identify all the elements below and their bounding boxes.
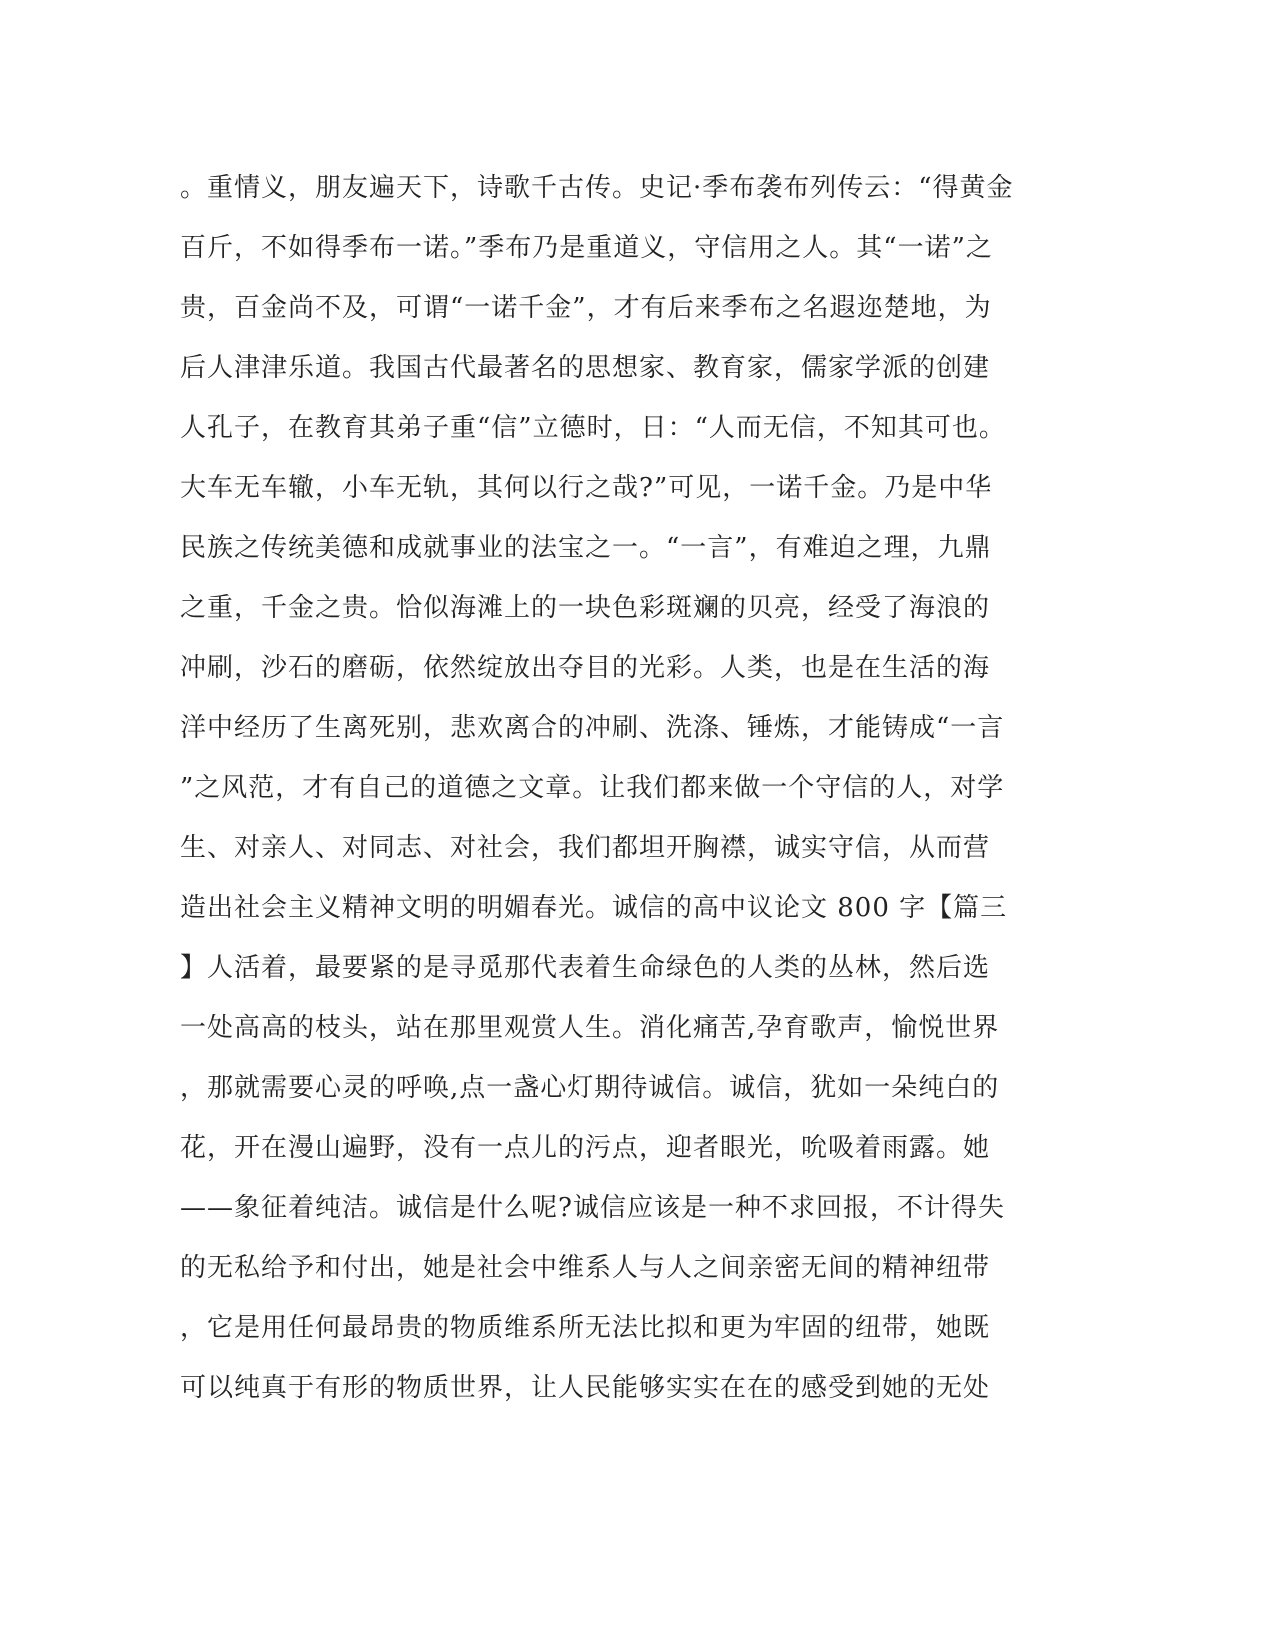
text-line: 人孔子，在教育其弟子重“信”立德时，日：“人而无信，不知其可也。 <box>180 413 1006 443</box>
text-line: 贵，百金尚不及，可谓“一诺千金”，才有后来季布之名遐迩楚地，为 <box>180 293 992 323</box>
text-line: 后人津津乐道。我国古代最著名的思想家、教育家，儒家学派的创建 <box>180 353 991 383</box>
text-line: ，那就需要心灵的呼唤,点一盏心灯期待诚信。诚信，犹如一朵纯白的 <box>180 1073 1000 1103</box>
text-line: ”之风范，才有自己的道德之文章。让我们都来做一个守信的人，对学 <box>180 773 1005 803</box>
text-line: 的无私给予和付出，她是社会中维系人与人之间亲密无间的精神纽带 <box>180 1253 991 1283</box>
text-line: 之重，千金之贵。恰似海滩上的一块色彩斑斓的贝亮，经受了海浪的 <box>180 593 991 623</box>
text-line: 民族之传统美德和成就事业的法宝之一。“一言”，有难迫之理，九鼎 <box>180 533 992 563</box>
text-line: 百斤，不如得季布一诺。”季布乃是重道义，守信用之人。其“一诺”之 <box>180 233 993 263</box>
text-line: 大车无车辙，小车无轨，其何以行之哉?”可见，一诺千金。乃是中华 <box>180 473 993 503</box>
text-line: ，它是用任何最昂贵的物质维系所无法比拟和更为牢固的纽带，她既 <box>180 1313 991 1343</box>
text-line: 生、对亲人、对同志、对社会，我们都坦开胸襟，诚实守信，从而营 <box>180 833 991 863</box>
body-text <box>180 158 1060 1418</box>
text-line: 一处高高的枝头，站在那里观赏人生。消化痛苦,孕育歌声，愉悦世界 <box>180 1013 1000 1043</box>
text-line: 花，开在漫山遍野，没有一点儿的污点，迎者眼光，吮吸着雨露。她 <box>180 1133 991 1163</box>
text-line: 冲刷，沙石的磨砺，依然绽放出夺目的光彩。人类，也是在生活的海 <box>180 653 991 683</box>
text-line: 造出社会主义精神文明的明媚春光。诚信的高中议论文 800 字【篇三 <box>180 893 1008 923</box>
text-line: 】人活着，最要紧的是寻觅那代表着生命绿色的人类的丛林，然后选 <box>180 953 991 983</box>
text-line: ——象征着纯洁。诚信是什么呢?诚信应该是一种不求回报，不计得失 <box>180 1193 1005 1223</box>
text-line: 洋中经历了生离死别，悲欢离合的冲刷、洗涤、锤炼，才能铸成“一言 <box>180 713 1005 743</box>
text-line: 可以纯真于有形的物质世界，让人民能够实实在在的感受到她的无处 <box>180 1373 991 1403</box>
text-line: 。重情义，朋友遍天下，诗歌千古传。史记·季布袭布列传云：“得黄金 <box>180 173 1014 203</box>
